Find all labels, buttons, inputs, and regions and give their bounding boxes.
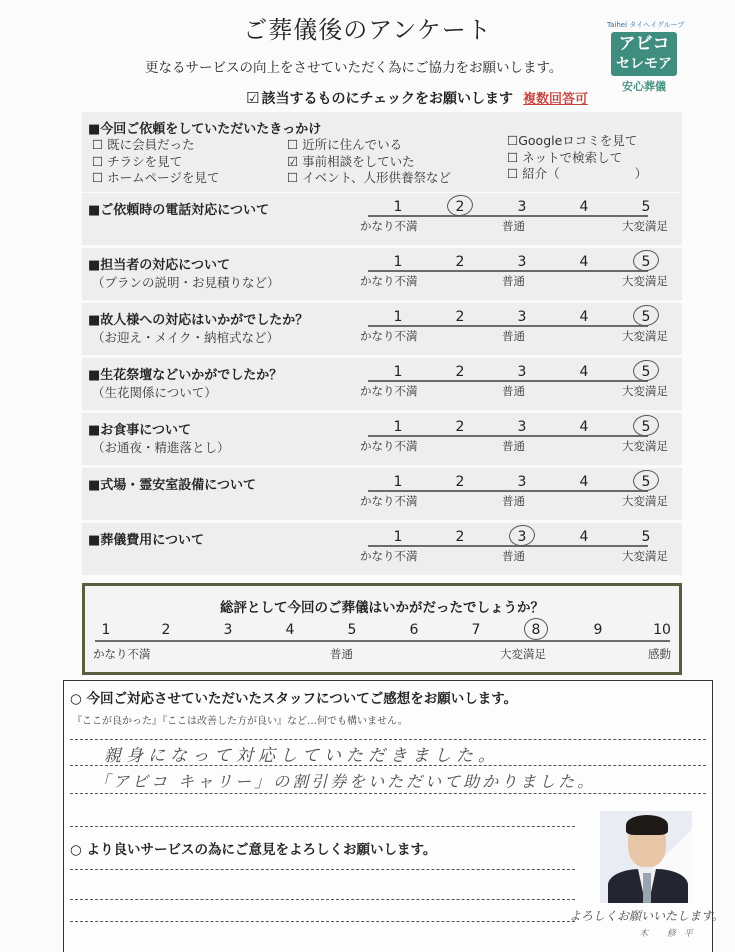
rating-option-5[interactable]: 5 (636, 474, 656, 490)
rating-option-3[interactable]: 3 (517, 474, 527, 490)
label-low: かなり不満 (360, 549, 418, 563)
rating-option-3[interactable]: 3 (517, 199, 527, 215)
overall-label-mid: 普通 (330, 647, 353, 661)
rating-question (82, 358, 682, 410)
rating-option-1[interactable]: 1 (393, 474, 403, 490)
label-high: 大変満足 (622, 274, 668, 288)
question-heading: ■生花祭壇などいかがでしたか？ (88, 368, 283, 383)
label-high: 大変満足 (622, 439, 668, 453)
staff-feedback-hint: 『ここが良かった』『ここは改善した方が良い』など…何でも構いません。 (72, 716, 408, 727)
rating-option-3[interactable]: 3 (517, 309, 527, 325)
label-mid: 普通 (502, 439, 525, 453)
rating-option-2[interactable]: 2 (455, 529, 465, 545)
trigger-options-col1 (92, 137, 219, 187)
section-trigger (82, 112, 682, 192)
logo-line1: アビコ (618, 34, 670, 54)
question-heading: ■お食事について (88, 423, 192, 438)
overall-scale (95, 622, 670, 642)
overall-question: 総評として今回のご葬儀はいかがだったでしょうか？ (220, 600, 544, 616)
rating-option-2[interactable]: 2 (455, 419, 465, 435)
rating-option-2[interactable]: 2 (455, 309, 465, 325)
rating-option-1[interactable]: 1 (393, 529, 403, 545)
rating-option-3[interactable]: 3 (512, 529, 532, 545)
rating-question (82, 523, 682, 575)
label-high: 大変満足 (622, 384, 668, 398)
rating-option-4[interactable]: 4 (579, 474, 589, 490)
trigger-options-col2 (287, 137, 451, 187)
label-mid: 普通 (502, 219, 525, 233)
overall-option-3[interactable]: 3 (223, 622, 233, 638)
trigger-options-col3 (507, 133, 647, 183)
label-high: 大変満足 (622, 219, 668, 233)
dashed-line (70, 765, 706, 766)
checkbox-icon: ☑ (246, 89, 260, 107)
rating-scale (360, 364, 668, 398)
rating-scale (360, 199, 668, 233)
rating-option-5[interactable]: 5 (636, 309, 656, 325)
page-subtitle: 更なるサービスの向上をさせていただく為にご協力をお願いします。 (145, 60, 563, 76)
rating-option-5[interactable]: 5 (641, 529, 651, 545)
rating-option-1[interactable]: 1 (393, 254, 403, 270)
rating-scale (360, 309, 668, 343)
label-mid: 普通 (502, 274, 525, 288)
overall-label-low: かなり不満 (93, 647, 151, 661)
rating-option-3[interactable]: 3 (517, 364, 527, 380)
label-low: かなり不満 (360, 494, 418, 508)
option-existing-member[interactable]: ☐ 既に会員だった (92, 137, 195, 152)
rating-option-3[interactable]: 3 (517, 419, 527, 435)
question-heading: ■式場・霊安室設備について (88, 478, 257, 493)
option-flyer[interactable]: ☐ チラシを見て (92, 153, 183, 169)
logo-group-name: Taihei タイヘイグループ (607, 21, 685, 29)
page-title: ご葬儀後のアンケート (243, 16, 492, 44)
rating-scale (360, 529, 668, 563)
overall-option-6[interactable]: 6 (409, 622, 419, 638)
comments-box (63, 680, 725, 952)
rating-option-5[interactable]: 5 (636, 419, 656, 435)
rating-scale (360, 474, 668, 508)
option-web-search[interactable]: ☐ ネットで検索して (507, 149, 623, 165)
rating-option-1[interactable]: 1 (393, 309, 403, 325)
logo-mark (611, 32, 677, 76)
rating-option-4[interactable]: 4 (579, 309, 589, 325)
rating-question (82, 248, 682, 300)
question-heading: ■ご依頼時の電話対応について (88, 203, 270, 218)
rating-option-4[interactable]: 4 (579, 364, 589, 380)
label-mid: 普通 (502, 384, 525, 398)
rating-option-2[interactable]: 2 (455, 474, 465, 490)
opinion-line[interactable] (70, 899, 575, 900)
instruction (246, 88, 588, 108)
opinion-line[interactable] (70, 869, 575, 870)
rating-question (82, 303, 682, 355)
rating-question (82, 413, 682, 465)
overall-rating-box (82, 583, 682, 675)
option-prior-consultation[interactable]: ☑ 事前相談をしていた (287, 153, 415, 169)
question-heading: ■葬儀費用について (88, 533, 205, 548)
overall-option-9[interactable]: 9 (593, 622, 603, 638)
rating-option-2[interactable]: 2 (455, 254, 465, 270)
overall-option-2[interactable]: 2 (161, 622, 171, 638)
rating-option-4[interactable]: 4 (579, 199, 589, 215)
instruction-text: 該当するものにチェックをお願いします (261, 91, 514, 107)
dashed-line (70, 739, 706, 740)
question-subtext: （お迎え・メイク・納棺式など） (92, 330, 280, 345)
opinion-heading: ○ より良いサービスの為にご意見をよろしくお願いします。 (70, 842, 437, 858)
staff-feedback-heading: ○ 今回ご対応させていただいたスタッフについてご感想をお願いします。 (70, 691, 518, 707)
rating-question (82, 468, 682, 520)
question-subtext: （お通夜・精進落とし） (92, 440, 230, 455)
rating-option-4[interactable]: 4 (579, 529, 589, 545)
label-low: かなり不満 (360, 384, 418, 398)
option-google-reviews[interactable]: ☐Googleロコミを見て (507, 133, 638, 148)
handwritten-comment-1[interactable]: 親身になって対応していただきました。 (104, 746, 500, 766)
label-mid: 普通 (502, 549, 525, 563)
rating-option-2[interactable]: 2 (455, 364, 465, 380)
question-heading: ■担当者の対応について (88, 258, 231, 273)
multi-answer-note: 複数回答可 (523, 92, 589, 107)
overall-option-8[interactable]: 8 (525, 622, 547, 638)
rating-scale (360, 419, 668, 453)
dashed-line (70, 826, 575, 827)
label-mid: 普通 (502, 329, 525, 343)
photo-tie (643, 873, 651, 903)
overall-option-4[interactable]: 4 (285, 622, 295, 638)
staff-message: よろしくお願いいたします。 (569, 909, 725, 923)
label-low: かなり不満 (360, 274, 418, 288)
label-high: 大変満足 (622, 549, 668, 563)
rating-option-5[interactable]: 5 (641, 199, 651, 215)
rating-option-1[interactable]: 1 (393, 419, 403, 435)
rating-option-1[interactable]: 1 (393, 364, 403, 380)
option-homepage[interactable]: ☐ ホームページを見て (92, 170, 220, 185)
overall-option-10[interactable]: 10 (653, 622, 671, 638)
rating-scale (360, 254, 668, 288)
question-subtext: （プランの説明・お見積りなど） (92, 275, 280, 290)
staff-photo (600, 811, 692, 903)
rating-option-5[interactable]: 5 (636, 364, 656, 380)
trigger-heading: ■今回ご依頼をしていただいたきっかけ (88, 122, 322, 137)
label-high: 大変満足 (622, 329, 668, 343)
overall-label-high: 大変満足 (500, 647, 546, 661)
option-event[interactable]: ☐ イベント、人形供養祭など (287, 170, 452, 185)
overall-option-5[interactable]: 5 (347, 622, 357, 638)
rating-question (82, 193, 682, 245)
label-low: かなり不満 (360, 439, 418, 453)
rating-option-2[interactable]: 2 (450, 199, 470, 215)
staff-name: 木 修平 (639, 929, 701, 939)
overall-label-top: 感動 (648, 647, 671, 661)
handwritten-comment-2[interactable]: 「アビコ キャリー」の割引券をいただいて助かりました。 (94, 772, 597, 791)
opinion-line[interactable] (70, 921, 575, 922)
label-low: かなり不満 (360, 219, 418, 233)
label-high: 大変満足 (622, 494, 668, 508)
rating-option-3[interactable]: 3 (517, 254, 527, 270)
overall-option-1[interactable]: 1 (101, 622, 111, 638)
photo-hair (626, 815, 668, 835)
question-heading: ■故人様への対応はいかがでしたか？ (88, 313, 309, 328)
dashed-line (70, 793, 706, 794)
rating-option-5[interactable]: 5 (636, 254, 656, 270)
rating-option-4[interactable]: 4 (579, 419, 589, 435)
label-mid: 普通 (502, 494, 525, 508)
label-low: かなり不満 (360, 329, 418, 343)
company-logo (607, 20, 687, 94)
rating-option-4[interactable]: 4 (579, 254, 589, 270)
logo-line2: セレモア (616, 56, 672, 72)
rating-option-1[interactable]: 1 (393, 199, 403, 215)
overall-option-7[interactable]: 7 (471, 622, 481, 638)
question-subtext: （生花関係について） (92, 385, 217, 400)
logo-tagline: 安心葬儀 (622, 80, 666, 93)
option-nearby[interactable]: ☐ 近所に住んでいる (287, 137, 403, 152)
option-referral[interactable]: ☐ 紹介（ ） (507, 166, 648, 181)
